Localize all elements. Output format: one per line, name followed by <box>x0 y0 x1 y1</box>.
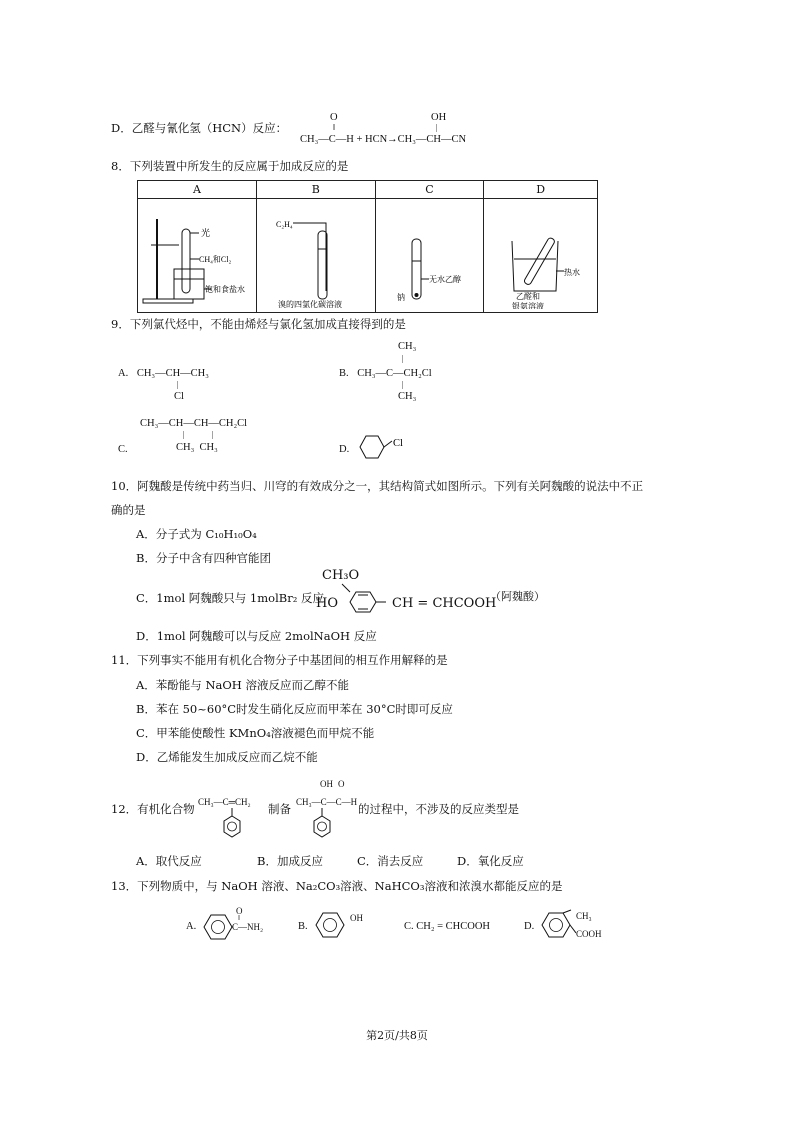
q8-apparatus-b-drawing <box>258 199 373 309</box>
q8-a-light-label: 光 <box>201 228 211 238</box>
q10-option-c: C．1mol 阿魏酸只与 1molBr₂ 反应 <box>136 591 324 605</box>
q12-option-a: A．取代反应 <box>136 854 202 868</box>
q11-option-d: D．乙烯能发生加成反应而乙烷不能 <box>136 750 318 764</box>
q8-d-mix-label-2: 银氨溶液 <box>511 302 544 309</box>
q10-methoxy: CH₃O <box>322 568 360 583</box>
q8-a-water-label: 饱和食盐水 <box>205 285 246 294</box>
q9-b-label: B. <box>339 368 349 379</box>
q12-product-phenyl <box>308 808 338 844</box>
q12-reactant-formula: CH₃—C═CH₂ <box>198 797 251 807</box>
q8-b-solution-label: 溴的四氯化碳溶液 <box>278 300 343 309</box>
q13-option-c: C. CH₂ = CHCOOH <box>404 921 491 932</box>
q12-product-hydroxyl: OH <box>320 779 333 789</box>
q10-stem-line-1: 10．阿魏酸是传统中药当归、川穹的有效成分之一，其结构简式如图所示。下列有关阿魏酸的说法中不正 <box>111 479 644 493</box>
q13-d-benzene-ring <box>536 906 576 944</box>
q11-stem: 11．下列事实不能用有机化合物分子中基团间的相互作用解释的是 <box>111 653 448 667</box>
q13-a-double-bond: ‖ <box>238 914 240 922</box>
q9-c-label: C. <box>118 444 128 455</box>
q12-stem-middle: 制备 <box>268 802 291 816</box>
q11-option-a: A．苯酚能与 NaOH 溶液反应而乙醇不能 <box>136 678 349 692</box>
q9-b-top-methyl: CH₃ <box>398 341 417 352</box>
q8-apparatus-b <box>256 199 375 313</box>
q7-equation <box>300 112 480 152</box>
q9-a-formula: CH₃—CH—CH₃ <box>136 368 209 379</box>
q8-c-sodium-label: 钠 <box>396 293 405 302</box>
q10-hydroxyl: HO <box>316 596 338 611</box>
q8-d-mix-label-1: 乙醛和 <box>515 292 540 301</box>
q8-apparatus-a <box>138 199 257 313</box>
q9-option-b <box>339 368 432 379</box>
q13-d-label: D. <box>524 921 535 932</box>
q9-stem: 9．下列氯代烃中，不能由烯烃与氯化氢加成直接得到的是 <box>111 317 406 331</box>
q8-header-b: B <box>256 181 375 199</box>
q7-eq-double-bond: ‖ <box>333 123 336 132</box>
q9-c-bond-1: | <box>183 430 185 439</box>
q13-d-carboxyl: COOH <box>576 929 602 939</box>
q8-header-d: D <box>484 181 598 199</box>
q13-b-label: B. <box>298 921 308 932</box>
q7-eq-oxygen: O <box>330 112 338 123</box>
q13-a-oxygen: O <box>236 906 243 916</box>
q12-product-oxygen: O <box>338 779 345 789</box>
q10-compound-name: （阿魏酸） <box>490 590 545 603</box>
q9-b-bottom-methyl: CH₃ <box>398 391 417 402</box>
q13-d-methyl: CH₃ <box>576 911 592 921</box>
q8-apparatus-d-drawing <box>486 199 596 309</box>
q8-header-a: A <box>138 181 257 199</box>
q8-apparatus-c <box>375 199 484 313</box>
q11-option-c: C．甲苯能使酸性 KMnO₄溶液褪色而甲烷不能 <box>136 726 375 740</box>
q9-c-formula: CH₃—CH—CH—CH₂Cl <box>140 418 248 429</box>
q12-reactant-phenyl <box>220 808 250 844</box>
q8-c-ethanol-label: 无水乙醇 <box>428 275 461 284</box>
q8-apparatus-d <box>484 199 598 313</box>
q11-option-b: B．苯在 50~60°C时发生硝化反应而甲苯在 30°C时即可反应 <box>136 702 453 716</box>
page-footer: 第2页/共8页 <box>366 1029 428 1042</box>
q8-a-gas-label: CH₄和Cl₂ <box>199 255 232 264</box>
q8-apparatus-a-drawing <box>139 199 254 309</box>
q9-d-chloro: Cl <box>393 438 403 449</box>
q9-b-top-bond: | <box>402 354 404 363</box>
q12-option-b: B．加成反应 <box>257 854 323 868</box>
q9-a-label: A. <box>118 368 129 379</box>
q13-a-label: A. <box>186 921 197 932</box>
q9-d-label: D. <box>339 444 350 455</box>
q7-eq-bond: | <box>436 123 438 132</box>
q12-option-c: C．消去反应 <box>357 854 424 868</box>
q13-b-hydroxyl: OH <box>350 913 363 923</box>
q13-a-amide: C—NH₂ <box>232 922 264 932</box>
q10-option-d: D．1mol 阿魏酸可以与反应 2molNaOH 反应 <box>136 629 377 643</box>
q12-stem-prefix: 12．有机化合物 <box>111 802 195 816</box>
q10-option-b: B．分子中含有四种官能团 <box>136 551 271 565</box>
q9-b-bottom-bond: | <box>402 380 404 389</box>
q10-side-chain: CH = CHCOOH <box>392 596 497 611</box>
q8-stem: 8．下列装置中所发生的反应属于加成反应的是 <box>111 159 349 173</box>
q13-stem: 13．下列物质中，与 NaOH 溶液、Na₂CO₃溶液、NaHCO₃溶液和浓溴水都能反应的是 <box>111 879 563 893</box>
q9-c-methyls: CH₃ CH₃ <box>176 442 218 453</box>
q9-a-chloro: Cl <box>174 391 184 402</box>
q9-a-bond: | <box>177 380 179 389</box>
q8-apparatus-table <box>137 180 598 313</box>
q10-option-a: A．分子式为 C₁₀H₁₀O₄ <box>136 527 257 541</box>
q13-b-benzene-ring <box>310 906 350 944</box>
q7-eq-hydroxyl: OH <box>431 112 447 123</box>
q12-stem-suffix: 的过程中，不涉及的反应类型是 <box>358 802 519 816</box>
q10-benzene-ring <box>340 582 390 622</box>
q10-stem-line-2: 确的是 <box>111 503 146 517</box>
q9-b-formula: CH₃—C—CH₂Cl <box>357 368 432 379</box>
q9-c-bond-2: | <box>212 430 214 439</box>
q8-b-gas-label: C₂H₄ <box>276 220 293 229</box>
q12-option-d: D．氧化反应 <box>457 854 524 868</box>
q7-eq-formula: CH₃—C—H + HCN→CH₃—CH—CN <box>300 134 467 145</box>
q7-option-d: D．乙醛与氰化氢（HCN）反应： <box>111 121 288 135</box>
q12-product-formula: CH₃—C—C—H <box>296 797 358 807</box>
q8-apparatus-c-drawing <box>377 199 482 309</box>
q9-option-a <box>118 368 209 379</box>
q9-d-cyclohexyl-ring <box>352 432 412 462</box>
q8-header-c: C <box>375 181 484 199</box>
q8-d-hot-water-label: 热水 <box>563 268 580 277</box>
